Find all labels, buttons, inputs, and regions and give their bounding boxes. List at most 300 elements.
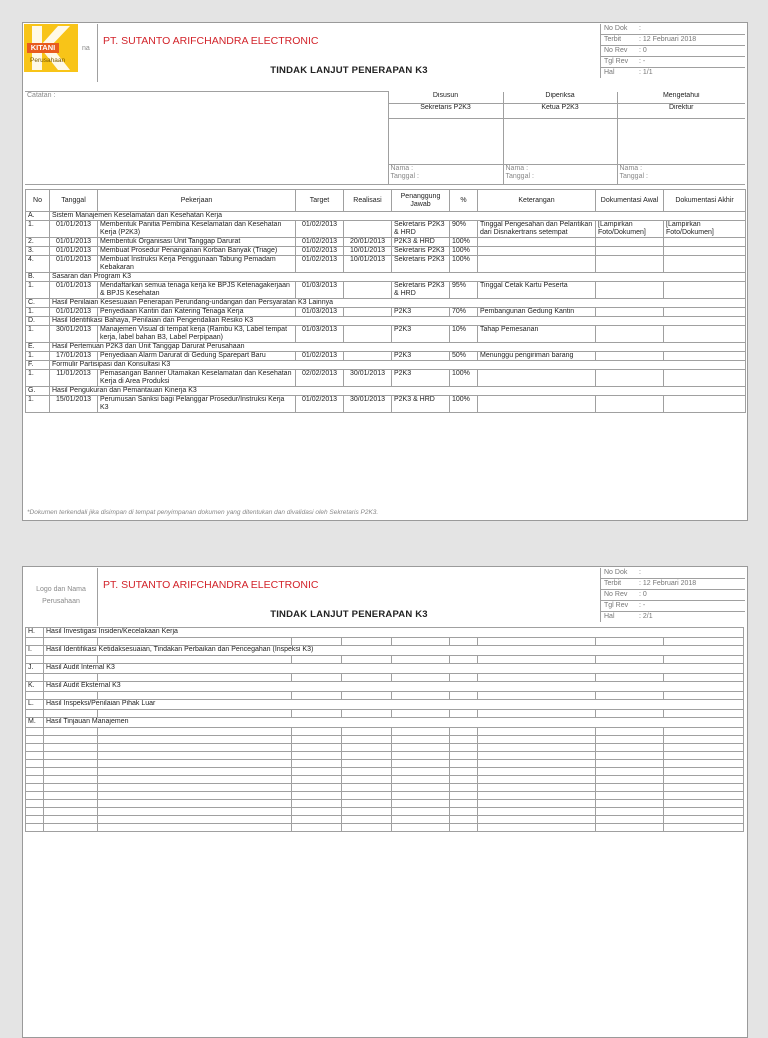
cell-pct[interactable]: 90%: [450, 221, 478, 238]
empty-cell[interactable]: [664, 808, 744, 816]
cell-real[interactable]: [344, 221, 392, 238]
empty-cell[interactable]: [596, 674, 664, 682]
empty-cell[interactable]: [478, 824, 596, 832]
cell-no[interactable]: 1.: [26, 396, 50, 413]
empty-cell[interactable]: [596, 792, 664, 800]
empty-cell[interactable]: [44, 656, 98, 664]
cell-task[interactable]: Mendaftarkan semua tenaga kerja ke BPJS Ketenagakerjaan & BPJS Kesehatan: [98, 282, 296, 299]
empty-cell[interactable]: [98, 728, 292, 736]
cell-no[interactable]: 1.: [26, 326, 50, 343]
empty-cell[interactable]: [450, 692, 478, 700]
empty-cell[interactable]: [596, 816, 664, 824]
empty-cell[interactable]: [596, 744, 664, 752]
empty-cell[interactable]: [342, 692, 392, 700]
empty-cell[interactable]: [292, 800, 342, 808]
empty-cell[interactable]: [664, 728, 744, 736]
empty-cell[interactable]: [44, 792, 98, 800]
empty-cell[interactable]: [292, 728, 342, 736]
empty-cell[interactable]: [44, 776, 98, 784]
empty-cell[interactable]: [664, 800, 744, 808]
blank-row: [26, 800, 744, 808]
empty-cell[interactable]: [664, 736, 744, 744]
empty-cell[interactable]: [342, 752, 392, 760]
cell-date[interactable]: 01/01/2013: [50, 238, 98, 247]
cell-no[interactable]: 1.: [26, 282, 50, 299]
empty-cell[interactable]: [292, 760, 342, 768]
section-letter: F.: [26, 361, 50, 370]
empty-cell[interactable]: [98, 800, 292, 808]
empty-cell[interactable]: [292, 710, 342, 718]
cell-date[interactable]: 11/01/2013: [50, 370, 98, 387]
cell-no[interactable]: 1.: [26, 221, 50, 238]
empty-cell[interactable]: [292, 784, 342, 792]
name-date-field[interactable]: Nama : Tanggal :: [503, 165, 617, 185]
empty-cell[interactable]: [26, 776, 44, 784]
empty-cell[interactable]: [292, 656, 342, 664]
empty-cell[interactable]: [478, 792, 596, 800]
empty-cell[interactable]: [478, 736, 596, 744]
cell-target[interactable]: 01/02/2013: [296, 352, 344, 361]
cell-doc1[interactable]: [Lampirkan Foto/Dokumen]: [596, 221, 664, 238]
empty-cell[interactable]: [478, 744, 596, 752]
empty-cell[interactable]: [26, 710, 44, 718]
empty-cell[interactable]: [478, 674, 596, 682]
cell-doc1[interactable]: [596, 282, 664, 299]
cell-target[interactable]: 01/02/2013: [296, 221, 344, 238]
empty-cell[interactable]: [450, 656, 478, 664]
cell-note[interactable]: [478, 256, 596, 273]
cell-no[interactable]: 3.: [26, 247, 50, 256]
empty-cell[interactable]: [478, 760, 596, 768]
cell-date[interactable]: 30/01/2013: [50, 326, 98, 343]
empty-cell[interactable]: [596, 736, 664, 744]
cell-doc1[interactable]: [596, 308, 664, 317]
cell-real[interactable]: [344, 352, 392, 361]
empty-cell[interactable]: [392, 656, 450, 664]
empty-cell[interactable]: [342, 736, 392, 744]
blank-row: [26, 674, 744, 682]
empty-cell[interactable]: [392, 768, 450, 776]
empty-cell[interactable]: [44, 808, 98, 816]
section-letter: L.: [26, 700, 44, 710]
cell-date[interactable]: 01/01/2013: [50, 282, 98, 299]
cell-real[interactable]: [344, 308, 392, 317]
empty-cell[interactable]: [342, 784, 392, 792]
empty-cell[interactable]: [596, 800, 664, 808]
cell-no[interactable]: 2.: [26, 238, 50, 247]
empty-cell[interactable]: [392, 784, 450, 792]
empty-cell[interactable]: [98, 692, 292, 700]
cell-pct[interactable]: 50%: [450, 352, 478, 361]
cell-doc2[interactable]: [664, 282, 746, 299]
cell-no[interactable]: 1.: [26, 352, 50, 361]
cell-task[interactable]: Membuat Prosedur Penanganan Korban Banyak (Triage): [98, 247, 296, 256]
cell-pct[interactable]: 100%: [450, 256, 478, 273]
empty-cell[interactable]: [450, 744, 478, 752]
empty-cell[interactable]: [450, 728, 478, 736]
empty-cell[interactable]: [596, 768, 664, 776]
cell-real[interactable]: [344, 326, 392, 343]
empty-cell[interactable]: [392, 710, 450, 718]
empty-cell[interactable]: [596, 728, 664, 736]
empty-cell[interactable]: [450, 760, 478, 768]
empty-cell[interactable]: [596, 656, 664, 664]
empty-cell[interactable]: [392, 824, 450, 832]
cell-no[interactable]: 1.: [26, 370, 50, 387]
empty-cell[interactable]: [342, 656, 392, 664]
empty-cell[interactable]: [596, 752, 664, 760]
empty-cell[interactable]: [342, 816, 392, 824]
empty-cell[interactable]: [26, 638, 44, 646]
cell-target[interactable]: 01/03/2013: [296, 326, 344, 343]
cell-pct[interactable]: 100%: [450, 396, 478, 413]
cell-target[interactable]: 01/02/2013: [296, 247, 344, 256]
cell-real[interactable]: 10/01/2013: [344, 256, 392, 273]
cell-pct[interactable]: 70%: [450, 308, 478, 317]
empty-cell[interactable]: [664, 674, 744, 682]
empty-cell[interactable]: [478, 656, 596, 664]
cell-pic[interactable]: Sekretaris P2K3: [392, 256, 450, 273]
empty-cell[interactable]: [450, 792, 478, 800]
signature-box[interactable]: [617, 119, 745, 165]
empty-cell[interactable]: [44, 674, 98, 682]
cell-doc2[interactable]: [664, 308, 746, 317]
empty-cell[interactable]: [664, 656, 744, 664]
empty-cell[interactable]: [98, 816, 292, 824]
empty-cell[interactable]: [26, 656, 44, 664]
cell-pct[interactable]: 100%: [450, 247, 478, 256]
empty-cell[interactable]: [26, 784, 44, 792]
cell-task[interactable]: Membuat Instruksi Kerja Penggunaan Tabung Pemadam Kebakaran: [98, 256, 296, 273]
cell-note[interactable]: Menunggu pengiriman barang: [478, 352, 596, 361]
cell-pic[interactable]: P2K3 & HRD: [392, 238, 450, 247]
cell-pic[interactable]: P2K3 & HRD: [392, 396, 450, 413]
empty-cell[interactable]: [392, 792, 450, 800]
cell-doc2[interactable]: [664, 247, 746, 256]
cell-target[interactable]: 02/02/2013: [296, 370, 344, 387]
cell-note[interactable]: Tinggal Pengesahan dan Pelantikan dari Disnakertrans setempat: [478, 221, 596, 238]
empty-cell[interactable]: [98, 752, 292, 760]
cell-real[interactable]: [344, 282, 392, 299]
cell-pic[interactable]: Sekretaris P2K3 & HRD: [392, 221, 450, 238]
empty-cell[interactable]: [392, 638, 450, 646]
cell-note[interactable]: [478, 238, 596, 247]
cell-real[interactable]: 10/01/2013: [344, 247, 392, 256]
empty-cell[interactable]: [292, 808, 342, 816]
empty-cell[interactable]: [44, 800, 98, 808]
empty-cell[interactable]: [664, 768, 744, 776]
empty-cell[interactable]: [392, 692, 450, 700]
cell-pic[interactable]: P2K3: [392, 352, 450, 361]
cell-target[interactable]: 01/03/2013: [296, 308, 344, 317]
empty-cell[interactable]: [98, 768, 292, 776]
cell-doc1[interactable]: [596, 256, 664, 273]
empty-cell[interactable]: [450, 674, 478, 682]
empty-cell[interactable]: [26, 824, 44, 832]
cell-date[interactable]: 01/01/2013: [50, 308, 98, 317]
empty-cell[interactable]: [478, 638, 596, 646]
empty-cell[interactable]: [478, 808, 596, 816]
empty-cell[interactable]: [478, 752, 596, 760]
empty-cell[interactable]: [392, 760, 450, 768]
empty-cell[interactable]: [664, 710, 744, 718]
empty-cell[interactable]: [596, 692, 664, 700]
empty-cell[interactable]: [44, 744, 98, 752]
empty-cell[interactable]: [44, 768, 98, 776]
empty-cell[interactable]: [26, 816, 44, 824]
empty-cell[interactable]: [664, 816, 744, 824]
cell-no[interactable]: 4.: [26, 256, 50, 273]
empty-cell[interactable]: [98, 674, 292, 682]
empty-cell[interactable]: [44, 784, 98, 792]
empty-cell[interactable]: [664, 776, 744, 784]
empty-cell[interactable]: [450, 752, 478, 760]
empty-cell[interactable]: [44, 728, 98, 736]
cell-doc2[interactable]: [664, 238, 746, 247]
cell-no[interactable]: 1.: [26, 308, 50, 317]
empty-cell[interactable]: [292, 744, 342, 752]
cell-pic[interactable]: P2K3: [392, 326, 450, 343]
cell-doc2[interactable]: [664, 352, 746, 361]
blank-row: [26, 816, 744, 824]
cell-note[interactable]: Tahap Pemesanan: [478, 326, 596, 343]
empty-cell[interactable]: [392, 752, 450, 760]
cell-target[interactable]: 01/02/2013: [296, 396, 344, 413]
empty-cell[interactable]: [596, 808, 664, 816]
cell-date[interactable]: 01/01/2013: [50, 256, 98, 273]
cell-pct[interactable]: 100%: [450, 238, 478, 247]
cell-date[interactable]: 01/01/2013: [50, 221, 98, 238]
empty-cell[interactable]: [44, 710, 98, 718]
empty-cell[interactable]: [26, 760, 44, 768]
section-letter: D.: [26, 317, 50, 326]
cell-task[interactable]: Manajemen Visual di tempat kerja (Rambu K3, Label tempat kerja, label bahan B3, Label Perpipaan): [98, 326, 296, 343]
cell-doc2[interactable]: [664, 396, 746, 413]
cell-doc2[interactable]: [664, 370, 746, 387]
cell-target[interactable]: 01/02/2013: [296, 238, 344, 247]
empty-cell[interactable]: [44, 824, 98, 832]
empty-cell[interactable]: [450, 816, 478, 824]
empty-cell[interactable]: [26, 728, 44, 736]
cell-task[interactable]: Membentuk Panitia Pembina Keselamatan dan Kesehatan Kerja (P2K3): [98, 221, 296, 238]
meta-row: Hal : 1/1: [604, 69, 653, 76]
empty-cell[interactable]: [98, 808, 292, 816]
signature-box[interactable]: [503, 119, 617, 165]
empty-cell[interactable]: [98, 776, 292, 784]
cell-note[interactable]: [478, 396, 596, 413]
empty-cell[interactable]: [98, 656, 292, 664]
empty-cell[interactable]: [596, 710, 664, 718]
empty-cell[interactable]: [450, 638, 478, 646]
empty-cell[interactable]: [478, 784, 596, 792]
empty-cell[interactable]: [98, 638, 292, 646]
empty-cell[interactable]: [292, 638, 342, 646]
section-row: [26, 212, 746, 221]
empty-cell[interactable]: [342, 744, 392, 752]
empty-cell[interactable]: [98, 710, 292, 718]
empty-cell[interactable]: [664, 752, 744, 760]
cell-date[interactable]: 15/01/2013: [50, 396, 98, 413]
cell-real[interactable]: 30/01/2013: [344, 396, 392, 413]
empty-cell[interactable]: [44, 760, 98, 768]
empty-cell[interactable]: [342, 800, 392, 808]
empty-cell[interactable]: [26, 692, 44, 700]
empty-cell[interactable]: [596, 776, 664, 784]
empty-cell[interactable]: [342, 674, 392, 682]
empty-cell[interactable]: [664, 744, 744, 752]
empty-cell[interactable]: [450, 808, 478, 816]
cell-task[interactable]: Penyediaan Kantin dan Katering Tenaga Kerja: [98, 308, 296, 317]
cell-doc1[interactable]: [596, 247, 664, 256]
cell-task[interactable]: Penyediaan Alarm Darurat di Gedung Sparepart Baru: [98, 352, 296, 361]
cell-pct[interactable]: 100%: [450, 370, 478, 387]
empty-cell[interactable]: [450, 768, 478, 776]
empty-cell[interactable]: [342, 638, 392, 646]
logo-area: [24, 24, 98, 82]
section-title: Sasaran dan Program K3: [50, 273, 746, 282]
empty-cell[interactable]: [292, 768, 342, 776]
empty-cell[interactable]: [392, 816, 450, 824]
empty-cell[interactable]: [450, 710, 478, 718]
empty-cell[interactable]: [342, 792, 392, 800]
section-letter: C.: [26, 299, 50, 308]
empty-cell[interactable]: [26, 808, 44, 816]
empty-cell[interactable]: [392, 728, 450, 736]
cell-task[interactable]: Pemasangan Banner Utamakan Keselamatan dan Kesehatan Kerja di Area Produksi: [98, 370, 296, 387]
cell-doc2[interactable]: [664, 326, 746, 343]
cell-target[interactable]: 01/03/2013: [296, 282, 344, 299]
section-row: [26, 718, 744, 728]
empty-cell[interactable]: [392, 776, 450, 784]
empty-cell[interactable]: [292, 674, 342, 682]
empty-cell[interactable]: [44, 816, 98, 824]
empty-cell[interactable]: [450, 736, 478, 744]
empty-cell[interactable]: [26, 792, 44, 800]
empty-cell[interactable]: [478, 768, 596, 776]
empty-cell[interactable]: [450, 776, 478, 784]
empty-cell[interactable]: [44, 736, 98, 744]
cell-note[interactable]: Pembangunan Gedung Kantin: [478, 308, 596, 317]
empty-cell[interactable]: [292, 816, 342, 824]
empty-cell[interactable]: [292, 736, 342, 744]
empty-cell[interactable]: [98, 744, 292, 752]
empty-cell[interactable]: [450, 784, 478, 792]
empty-cell[interactable]: [98, 760, 292, 768]
name-date-field[interactable]: Nama : Tanggal :: [388, 165, 503, 185]
cell-doc1[interactable]: [596, 326, 664, 343]
cell-note[interactable]: Tinggal Cetak Kartu Peserta: [478, 282, 596, 299]
empty-cell[interactable]: [392, 674, 450, 682]
cell-pic[interactable]: Sekretaris P2K3 & HRD: [392, 282, 450, 299]
signature-box[interactable]: [388, 119, 503, 165]
empty-cell[interactable]: [44, 752, 98, 760]
cell-doc1[interactable]: [596, 238, 664, 247]
empty-cell[interactable]: [292, 692, 342, 700]
empty-cell[interactable]: [392, 800, 450, 808]
empty-cell[interactable]: [596, 784, 664, 792]
empty-cell[interactable]: [664, 638, 744, 646]
empty-cell[interactable]: [392, 808, 450, 816]
empty-cell[interactable]: [342, 728, 392, 736]
cell-real[interactable]: 20/01/2013: [344, 238, 392, 247]
empty-cell[interactable]: [450, 800, 478, 808]
empty-cell[interactable]: [596, 760, 664, 768]
empty-cell[interactable]: [664, 824, 744, 832]
cell-date[interactable]: 17/01/2013: [50, 352, 98, 361]
empty-cell[interactable]: [478, 800, 596, 808]
empty-cell[interactable]: [342, 776, 392, 784]
empty-cell[interactable]: [26, 736, 44, 744]
empty-cell[interactable]: [478, 728, 596, 736]
empty-cell[interactable]: [664, 784, 744, 792]
cell-real[interactable]: 30/01/2013: [344, 370, 392, 387]
empty-cell[interactable]: [478, 776, 596, 784]
cell-task[interactable]: Perumusan Sanksi bagi Pelanggar Prosedur/Instruksi Kerja K3: [98, 396, 296, 413]
empty-cell[interactable]: [44, 638, 98, 646]
empty-cell[interactable]: [478, 710, 596, 718]
empty-cell[interactable]: [342, 710, 392, 718]
cell-doc1[interactable]: [596, 370, 664, 387]
cell-doc2[interactable]: [Lampirkan Foto/Dokumen]: [664, 221, 746, 238]
empty-cell[interactable]: [292, 792, 342, 800]
empty-cell[interactable]: [292, 824, 342, 832]
empty-cell[interactable]: [26, 674, 44, 682]
empty-cell[interactable]: [26, 752, 44, 760]
empty-cell[interactable]: [26, 768, 44, 776]
cell-pic[interactable]: Sekretaris P2K3: [392, 247, 450, 256]
empty-cell[interactable]: [26, 800, 44, 808]
empty-cell[interactable]: [98, 736, 292, 744]
cell-pic[interactable]: P2K3: [392, 370, 450, 387]
empty-cell[interactable]: [98, 792, 292, 800]
cell-note[interactable]: [478, 247, 596, 256]
cell-date[interactable]: 01/01/2013: [50, 247, 98, 256]
empty-cell[interactable]: [98, 824, 292, 832]
cell-target[interactable]: 01/02/2013: [296, 256, 344, 273]
empty-cell[interactable]: [450, 824, 478, 832]
empty-cell[interactable]: [342, 760, 392, 768]
name-date-field[interactable]: Nama : Tanggal :: [617, 165, 745, 185]
empty-cell[interactable]: [292, 776, 342, 784]
cell-task[interactable]: Membentuk Organisasi Unit Tanggap Darurat: [98, 238, 296, 247]
empty-cell[interactable]: [392, 744, 450, 752]
empty-cell[interactable]: [392, 736, 450, 744]
cell-pic[interactable]: P2K3: [392, 308, 450, 317]
empty-cell[interactable]: [596, 638, 664, 646]
empty-cell[interactable]: [342, 824, 392, 832]
empty-cell[interactable]: [664, 760, 744, 768]
meta-row: Tgl Rev : -: [601, 57, 745, 68]
empty-cell[interactable]: [664, 692, 744, 700]
empty-cell[interactable]: [478, 816, 596, 824]
empty-cell[interactable]: [596, 824, 664, 832]
cell-pct[interactable]: 95%: [450, 282, 478, 299]
empty-cell[interactable]: [44, 692, 98, 700]
cell-doc1[interactable]: [596, 352, 664, 361]
document-meta: [600, 24, 745, 78]
empty-cell[interactable]: [292, 752, 342, 760]
cell-doc1[interactable]: [596, 396, 664, 413]
cell-doc2[interactable]: [664, 256, 746, 273]
empty-cell[interactable]: [664, 792, 744, 800]
empty-cell[interactable]: [342, 768, 392, 776]
cell-note[interactable]: [478, 370, 596, 387]
empty-cell[interactable]: [342, 808, 392, 816]
empty-cell[interactable]: [98, 784, 292, 792]
empty-cell[interactable]: [26, 744, 44, 752]
cell-pct[interactable]: 10%: [450, 326, 478, 343]
empty-cell[interactable]: [478, 692, 596, 700]
